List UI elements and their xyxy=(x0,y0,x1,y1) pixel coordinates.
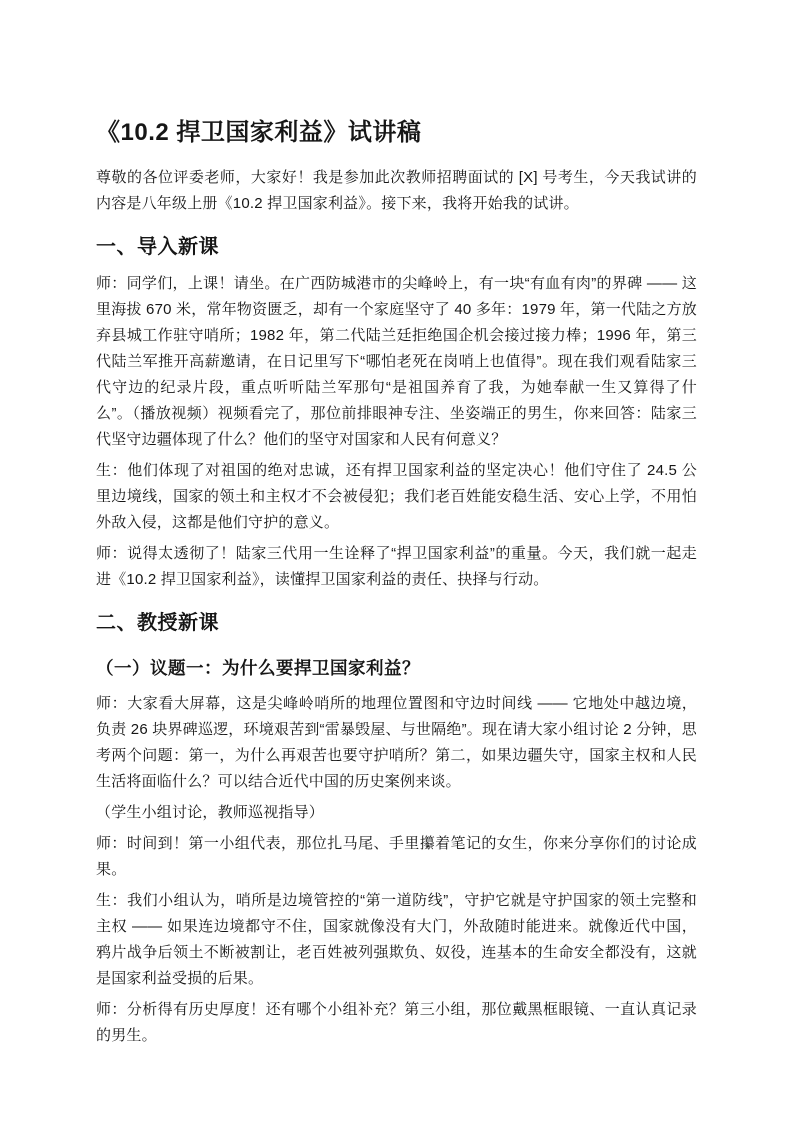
section-2-subsection-1-heading: （一）议题一：为什么要捍卫国家利益？ xyxy=(96,658,420,678)
subsection-paragraph-teacher-call: 师：时间到！第一小组代表，那位扎马尾、手里攥着笔记的女生，你来分享你们的讨论成果。 xyxy=(96,835,697,878)
section-1-heading: 一、导入新课 xyxy=(96,236,219,258)
section-1-paragraph-teacher-lead-in: 师：同学们，上课！请坐。在广西防城港市的尖峰岭上，有一块“有血有肉”的界碑 —— 这里海拔 670 米，常年物资匮乏，却有一个家庭坚守了 40 多年：1979 年，第一代陆之方放弃县城工作驻守哨所；1982 年，第二代陆兰廷拒绝国企机会接过接力棒；1996 年，第三代陆兰军推开高薪邀请，在日记里写下“哪怕老死在岗哨上也值得”。现在我们观看陆家三代守边的纪录片段，重点听听陆兰军那句“是祖国养育了我，为她奉献一生又算得了什么”。（播放视频）视频看完了，那位前排眼神专注、坐姿端正的男生，你来回答：陆家三代坚守边疆体现了什么？他们的坚守对国家和人民有何意义？ xyxy=(96,275,697,448)
document-title: 《10.2 捍卫国家利益》试讲稿 xyxy=(96,119,422,146)
subsection-paragraph-student-group-answer: 生：我们小组认为，哨所是边境管控的“第一道防线”，守护它就是守护国家的领土完整和主权 —— 如果连边境都守不住，国家就像没有大门，外敌随时能进来。就像近代中国，鸦片战争后领土不断被割让，老百姓被列强欺负、奴役，连基本的生命安全都没有，这就是国家利益受损的后果。 xyxy=(96,892,697,987)
subsection-paragraph-stage-direction: （学生小组讨论，教师巡视指导） xyxy=(96,804,325,821)
subsection-paragraph-teacher-task: 师：大家看大屏幕，这是尖峰岭哨所的地理位置图和守边时间线 —— 它地处中越边境，负责 26 块界碑巡逻，环境艰苦到“雷暴毁屋、与世隔绝”。现在请大家小组讨论 2 分钟，思考两个问题：第一，为什么再艰苦也要守护哨所？第二，如果边疆失守，国家主权和人民生活将面临什么？可以结合近代中国的历史案例来谈。 xyxy=(96,695,697,790)
section-1-paragraph-teacher-transition: 师：说得太透彻了！陆家三代用一生诠释了“捍卫国家利益”的重量。今天，我们就一起走进《10.2 捍卫国家利益》，读懂捍卫国家利益的责任、抉择与行动。 xyxy=(96,545,697,588)
section-2-heading: 二、教授新课 xyxy=(96,612,219,634)
intro-paragraph: 尊敬的各位评委老师，大家好！我是参加此次教师招聘面试的 [X] 号考生，今天我试讲的内容是八年级上册《10.2 捍卫国家利益》。接下来，我将开始我的试讲。 xyxy=(96,169,697,212)
section-1-paragraph-student-answer: 生：他们体现了对祖国的绝对忠诚，还有捍卫国家利益的坚定决心！他们守住了 24.5 公里边境线，国家的领土和主权才不会被侵犯；我们老百姓能安稳生活、安心上学，不用怕外敌入侵，这都是他们守护的意义。 xyxy=(96,462,697,531)
subsection-paragraph-teacher-followup: 师：分析得有历史厚度！还有哪个小组补充？第三小组，那位戴黑框眼镜、一直认真记录的男生。 xyxy=(96,1001,697,1044)
